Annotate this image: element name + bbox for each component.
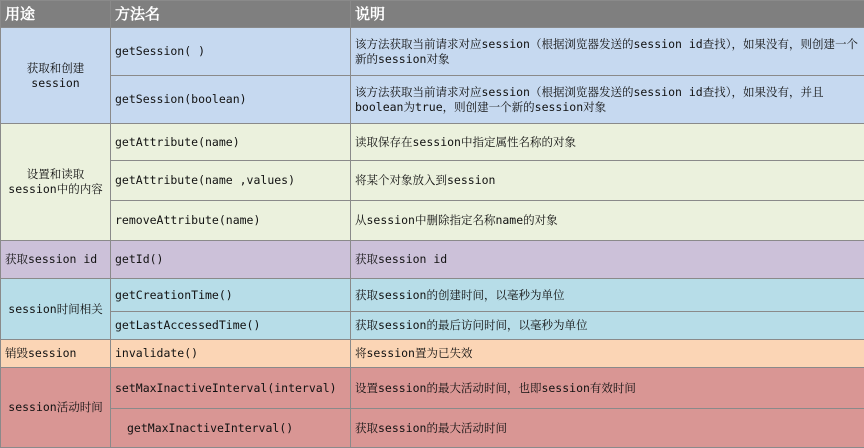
table-row [1,312,864,340]
purpose-cell: 获取和创建session [1,28,111,124]
method-cell: invalidate() [111,340,351,368]
description-cell: 读取保存在session中指定属性名称的对象 [351,124,864,161]
description-cell: 获取session的最大活动时间 [351,409,864,448]
table-row [1,241,864,279]
table-row [1,279,864,312]
description-cell: 获取session的创建时间，以毫秒为单位 [351,279,864,312]
purpose-cell: session时间相关 [1,279,111,340]
header-purpose: 用途 [1,1,111,28]
table-row [1,340,864,368]
description-cell: 将session置为已失效 [351,340,864,368]
description-cell: 设置session的最大活动时间，也即session有效时间 [351,368,864,409]
description-cell: 获取session的最后访问时间，以毫秒为单位 [351,312,864,340]
header-row [1,1,864,28]
method-cell: removeAttribute(name) [111,201,351,241]
table-row [1,161,864,201]
purpose-cell: session活动时间 [1,368,111,448]
method-cell: getSession( ) [111,28,351,76]
table-row [1,28,864,76]
description-cell: 将某个对象放入到session [351,161,864,201]
table-row [1,201,864,241]
table-row [1,76,864,124]
description-cell: 从session中删除指定名称name的对象 [351,201,864,241]
table-row [1,124,864,161]
method-cell: getId() [111,241,351,279]
description-cell: 该方法获取当前请求对应session（根据浏览器发送的session id查找），如果没有，则创建一个新的session对象 [351,28,864,76]
table-row [1,368,864,409]
method-cell: getAttribute(name ,values) [111,161,351,201]
description-cell: 该方法获取当前请求对应session（根据浏览器发送的session id查找），如果没有，并且boolean为true，则创建一个新的session对象 [351,76,864,124]
purpose-cell: 设置和读取session中的内容 [1,124,111,241]
purpose-cell: 销毁session [1,340,111,368]
purpose-cell: 获取session id [1,241,111,279]
method-cell: getLastAccessedTime() [111,312,351,340]
header-description: 说明 [351,1,864,28]
method-cell: getSession(boolean) [111,76,351,124]
method-cell: getCreationTime() [111,279,351,312]
method-cell: getAttribute(name) [111,124,351,161]
table-row [1,409,864,448]
description-cell: 获取session id [351,241,864,279]
method-cell: setMaxInactiveInterval(interval) [111,368,351,409]
method-cell: getMaxInactiveInterval() [111,409,351,448]
header-method: 方法名 [111,1,351,28]
